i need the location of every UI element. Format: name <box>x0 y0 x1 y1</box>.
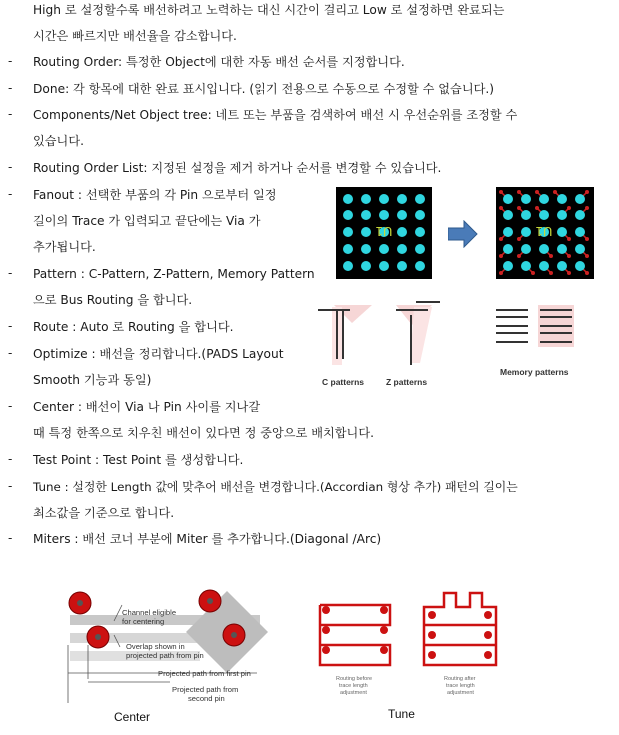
text-line: 있습니다. <box>33 134 84 148</box>
c-patterns-label: C patterns <box>322 377 365 387</box>
bullet: - <box>8 107 13 121</box>
bullet: - <box>8 160 13 174</box>
bullet: - <box>8 187 13 201</box>
optimize-item: Optimize : 배선을 정리합니다.(PADS Layout <box>33 347 284 361</box>
test-point-item: Test Point : Test Point 를 생성합니다. <box>33 453 244 467</box>
text-line: High 로 설정할수록 배선하려고 노력하는 대신 시간이 걸리고 Low 로 설정하면 완료되는 <box>33 3 505 17</box>
channel-label: Channel eligible <box>122 608 177 617</box>
z-patterns-label: Z patterns <box>386 377 428 387</box>
overlap-label: Overlap shown in <box>126 642 185 651</box>
overlap-label: projected path from pin <box>126 651 204 660</box>
center-item: Center : 배선이 Via 나 Pin 사이를 지나갈 <box>33 400 261 414</box>
fanout-after-figure <box>496 187 594 279</box>
bullet: - <box>8 266 13 280</box>
projected-first-label: Projected path from first pin <box>158 669 251 678</box>
route-item: Route : Auto 로 Routing 을 합니다. <box>33 320 234 334</box>
bullet: - <box>8 531 13 545</box>
fanout-item: Fanout : 선택한 부품의 각 Pin 으로부터 일정 <box>33 188 277 202</box>
bullet: - <box>8 54 13 68</box>
components-item: Components/Net Object tree: 네트 또는 부품을 검색하여 배선 시 우선순위를 조정할 수 <box>33 108 518 122</box>
bullet: - <box>8 452 13 466</box>
fanout-before-figure <box>336 187 432 279</box>
tune-caption: Tune <box>388 707 415 721</box>
channel-label: for centering <box>122 617 165 626</box>
tune-after-label: trace length <box>446 683 475 689</box>
projected-second-label: Projected path from <box>172 685 239 694</box>
bullet: - <box>8 399 13 413</box>
projected-second-label: second pin <box>188 694 225 703</box>
tune-before-label: trace length <box>339 683 368 689</box>
text-line: 으로 Bus Routing 을 합니다. <box>33 293 193 307</box>
memory-patterns-label: Memory patterns <box>500 367 569 377</box>
cz-patterns-figure <box>314 295 450 390</box>
text-line: 길이의 Trace 가 입력되고 끝단에는 Via 가 <box>33 214 261 228</box>
fanout-label: U1 <box>535 224 553 239</box>
arrow-icon <box>448 220 478 248</box>
bullet: - <box>8 479 13 493</box>
text-line: Smooth 기능과 동일) <box>33 373 152 387</box>
fanout-label: U1 <box>375 224 393 239</box>
text-line: 최소값을 기준으로 합니다. <box>33 506 175 520</box>
bullet: - <box>8 346 13 360</box>
center-figure <box>62 585 277 725</box>
tune-before-label: adjustment <box>340 690 367 696</box>
miters-item: Miters : 배선 코너 부분에 Miter 를 추가합니다.(Diagonal /Arc) <box>33 532 382 546</box>
routing-order-list-item: Routing Order List: 지정된 설정을 제거 하거나 순서를 변경할 수 있습니다. <box>33 161 442 175</box>
bullet: - <box>8 319 13 333</box>
done-item: Done: 각 항목에 대한 완료 표시입니다. (읽기 전용으로 수동으로 수정할 수 없습니다.) <box>33 82 495 96</box>
memory-patterns-figure <box>492 303 584 381</box>
tune-before-label: Routing before <box>336 676 373 682</box>
bullet: - <box>8 81 13 95</box>
tune-after-label: adjustment <box>447 690 474 696</box>
text-line: 시간은 빠르지만 배선율을 감소합니다. <box>33 29 237 43</box>
routing-order-item: Routing Order: 특정한 Object에 대한 자동 배선 순서를 지정합니다. <box>33 55 405 69</box>
center-caption: Center <box>114 710 151 724</box>
tune-figure <box>312 585 512 725</box>
pattern-item: Pattern : C-Pattern, Z-Pattern, Memory Pattern <box>33 267 315 281</box>
text-line: 때 특정 한쪽으로 치우친 배선이 있다면 정 중앙으로 배치합니다. <box>33 426 374 440</box>
text-line: 추가됩니다. <box>33 240 96 254</box>
tune-item: Tune : 설정한 Length 값에 맞추어 배선을 변경합니다.(Accordian 형상 추가) 패턴의 길이는 <box>33 480 518 494</box>
tune-after-label: Routing after <box>444 676 476 682</box>
